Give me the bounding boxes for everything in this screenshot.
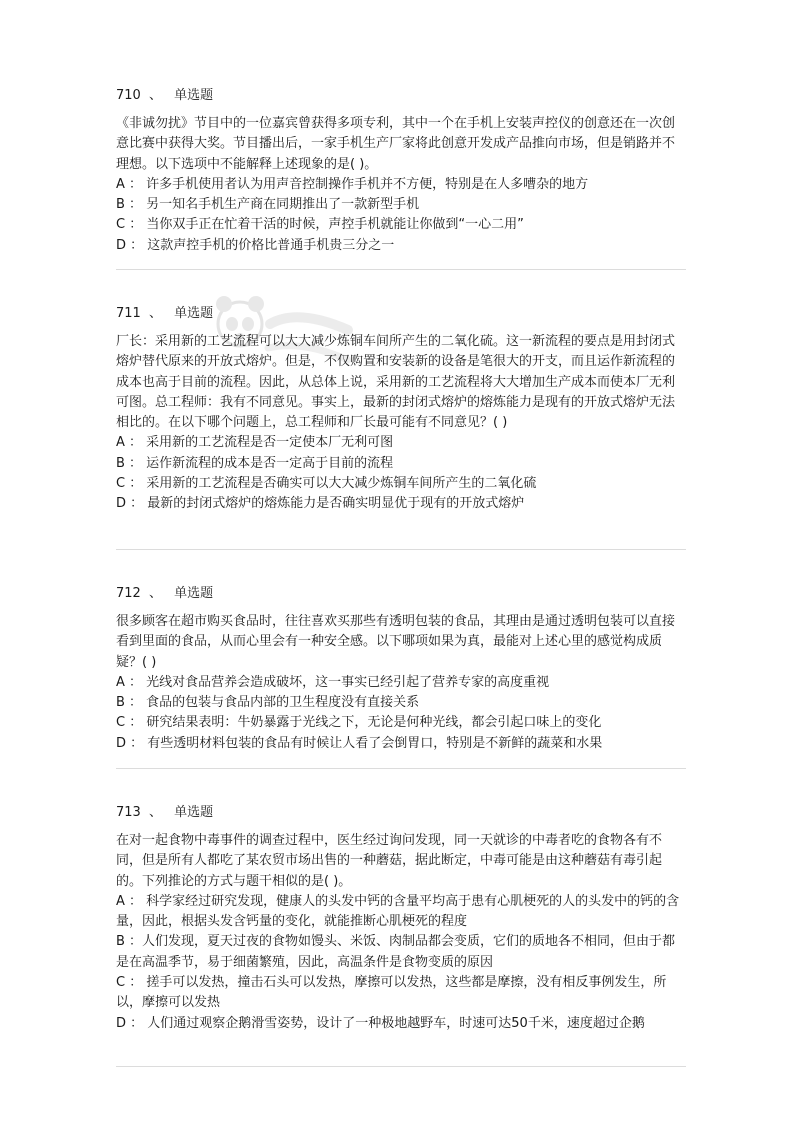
question-stem: 很多顾客在超市购买食品时，往往喜欢买那些有透明包装的食品，其理由是通过透明包装可以直接看到里面的食品，从而心里会有一种安全感。以下哪项如果为真，最能对上述心里的感觉构成质疑？( )	[116, 614, 676, 670]
question-stem: 厂长：采用新的工艺流程可以大大减少炼铜车间所产生的二氧化硫。这一新流程的要点是用封闭式熔炉替代原来的开放式熔炉。但是，不仅购置和安装新的设备是笔很大的开支，而且运作新流程的成本也高于目前的流程。因此，从总体上说，采用新的工艺流程将大大增加生产成本而使本厂无利可图。总工程师：我有不同意见。事实上，最新的封闭式熔炉的熔炼能力是现有的开放式熔炉无法相比的。在以下哪个问题上，总工程师和厂长最可能有不同意见？( )	[116, 334, 676, 431]
option-d: D ： 这款声控手机的价格比普通手机贵三分之一	[116, 237, 395, 253]
question-type: 单选题	[174, 88, 214, 103]
question-711	[116, 304, 686, 515]
question-number: 712	[116, 586, 141, 601]
question-number: 710	[116, 88, 141, 103]
question-stem: 《非诚勿扰》节目中的一位嘉宾曾获得多项专利，其中一个在手机上安装声控仪的创意还在一次创意比赛中获得大奖。节目播出后，一家手机生产厂家将此创意开发成产品推向市场，但是销路并不理想。以下选项中不能解释上述现象的是( )。	[116, 116, 676, 172]
option-b: B ： 运作新流程的成本是否一定高于目前的流程	[116, 455, 394, 471]
option-c: C ： 当你双手正在忙着干活的时候，声控手机就能让你做到“一心二用”	[116, 217, 524, 233]
option-a: A ： 光线对食品营养会造成破坏，这一事实已经引起了营养专家的高度重视	[116, 674, 550, 690]
question-number: 713	[116, 805, 141, 820]
question-712	[116, 584, 686, 754]
question-header	[116, 304, 686, 324]
option-d: D ： 有些透明材料包装的食品有时候让人看了会倒胃口，特别是不新鲜的蔬菜和水果	[116, 735, 603, 751]
option-b: B ： 另一知名手机生产商在同期推出了一款新型手机	[116, 197, 420, 213]
question-713	[116, 803, 686, 1034]
option-d: D ： 最新的封闭式熔炉的熔炼能力是否确实明显优于现有的开放式熔炉	[116, 496, 525, 512]
option-b: B ： 食品的包装与食品内部的卫生程度没有直接关系	[116, 695, 420, 711]
question-header	[116, 803, 686, 823]
option-c: C ： 搓手可以发热，撞击石头可以发热，摩擦可以发热，这些都是摩擦，没有相反事例发生，所以，摩擦可以发热	[116, 975, 667, 1011]
question-stem: 在对一起食物中毒事件的调查过程中，医生经过询问发现，同一天就诊的中毒者吃的食物各有不同，但是所有人都吃了某农贸市场出售的一种蘑菇，据此断定，中毒可能是由这种蘑菇有毒引起的。下列推论的方式与题干相似的是( )。	[116, 833, 663, 889]
option-a: A ： 采用新的工艺流程是否一定使本厂无利可图	[116, 435, 394, 451]
option-d: D ： 人们通过观察企鹅滑雪姿势，设计了一种极地越野车，时速可达50千米，速度超过企鹅	[116, 1015, 645, 1031]
question-divider	[116, 1066, 686, 1067]
option-a: A ： 许多手机使用者认为用声音控制操作手机并不方便，特别是在人多嘈杂的地方	[116, 176, 589, 192]
question-710	[116, 86, 686, 256]
question-header	[116, 86, 686, 106]
option-a: A ： 科学家经过研究发现，健康人的头发中钙的含量平均高于患有心肌梗死的人的头发中的钙的含量，因此，根据头发含钙量的变化，就能推断心肌梗死的程度	[116, 893, 680, 930]
question-type: 单选题	[174, 586, 214, 601]
question-type: 单选题	[174, 306, 214, 321]
question-separator: 、	[148, 88, 162, 103]
option-b: B ：人们发现，夏天过夜的食物如馒头、米饭、肉制品都会变质，它们的质地各不相同，但由于都是在高温季节，易于细菌繁殖，因此，高温条件是食物变质的原因	[116, 934, 676, 970]
question-separator: 、	[148, 586, 162, 601]
question-header	[116, 584, 686, 604]
question-divider	[116, 768, 686, 769]
option-c: C ： 采用新的工艺流程是否确实可以大大减少炼铜车间所产生的二氧化硫	[116, 476, 537, 492]
question-separator: 、	[148, 805, 162, 820]
question-separator: 、	[148, 306, 162, 321]
question-divider	[116, 269, 686, 270]
option-c: C ： 研究结果表明：牛奶暴露于光线之下，无论是何种光线，都会引起口味上的变化	[116, 715, 602, 731]
question-divider	[116, 549, 686, 550]
question-number: 711	[116, 306, 141, 321]
question-type: 单选题	[174, 805, 214, 820]
